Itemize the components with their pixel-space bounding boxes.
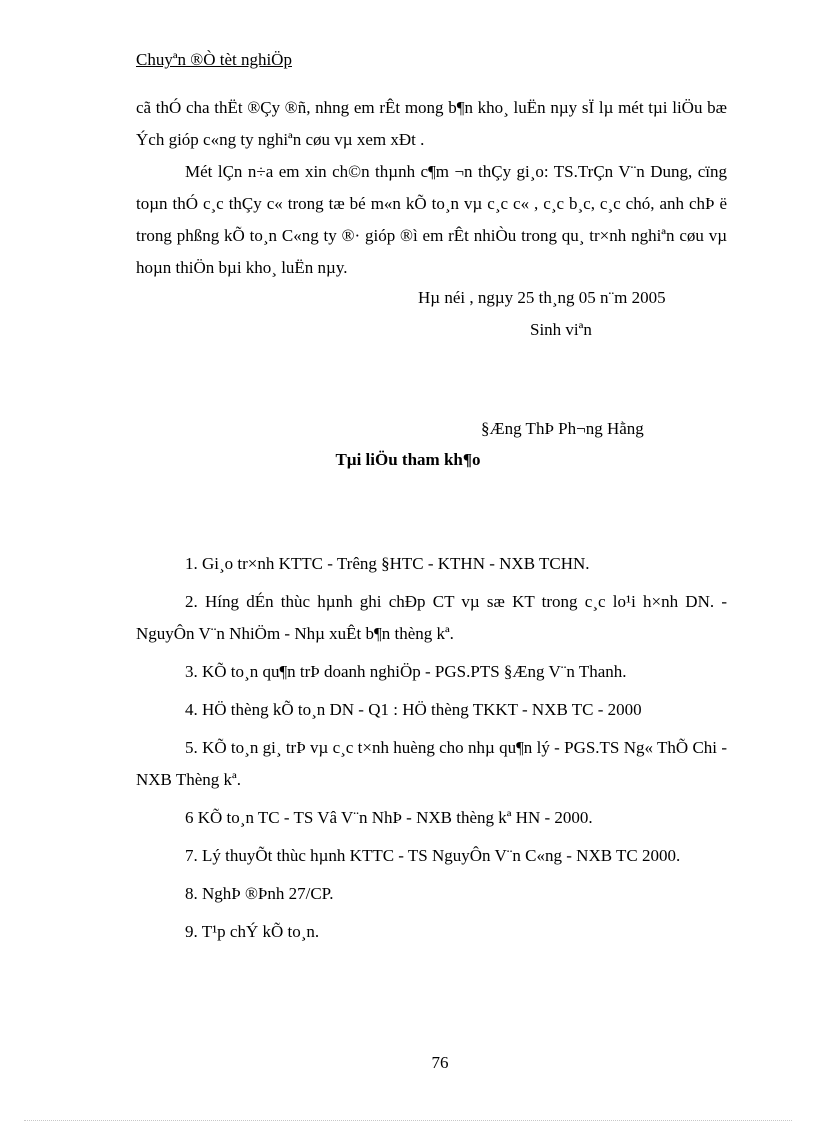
reference-item: 3. KÕ to¸n qu¶n trÞ doanh nghiÖp - PGS.PTS §Æng V¨n Thanh. — [185, 662, 627, 681]
reference-item: 2. Híng dÉn thùc hµnh ghi chÐp CT vµ sæ KT trong c¸c lo¹i h×nh DN. - NguyÔn V¨n NhiÖm - Nhµ xuÊt b¶n thèng kª. — [136, 592, 727, 643]
reference-item: 1. Gi¸o tr×nh KTTC - Trêng §HTC - KTHN - NXB TCHN. — [185, 554, 590, 573]
signature-role: Sinh viªn — [530, 320, 592, 339]
page-number: 76 — [431, 1053, 449, 1072]
references-title: Tµi liÖu tham kh¶o — [335, 450, 481, 469]
reference-item: 7. Lý thuyÕt thùc hµnh KTTC - TS NguyÔn V¨n C«ng - NXB TC 2000. — [185, 846, 681, 865]
reference-item: 9. T¹p chÝ kÕ to¸n. — [185, 922, 320, 941]
reference-item: 4. HÖ thèng kÕ to¸n DN - Q1 : HÖ thèng TKKT - NXB TC - 2000 — [185, 700, 642, 719]
reference-item: 6 KÕ to¸n TC - TS Vâ V¨n NhÞ - NXB thèng kª HN - 2000. — [185, 808, 593, 827]
footer-divider — [24, 1120, 792, 1121]
reference-item: 5. KÕ to¸n gi¸ trÞ vµ c¸c t×nh huèng cho nhµ qu¶n lý - PGS.TS Ng« ThÕ Chi - NXB Thèng kª. — [136, 738, 727, 789]
reference-item: 8. NghÞ ®Þnh 27/CP. — [185, 884, 334, 903]
closing-paragraph-1: cã thÓ cha thËt ®Çy ®ñ, nhng em rÊt mong b¶n kho¸ luËn nµy sÏ lµ mét tµi liÖu bæ Ých gióp c«ng ty nghiªn cøu vµ xem xÐt . — [136, 98, 727, 149]
signature-place-date: Hµ néi , ngµy 25 th¸ng 05 n¨m 2005 — [418, 288, 666, 307]
references-list — [136, 548, 727, 954]
running-header: Chuyªn ®Ò tèt nghiÖp — [136, 50, 292, 69]
closing-paragraph-2: Mét lÇn n÷a em xin ch©n thµnh c¶m ¬n thÇy gi¸o: TS.TrÇn V¨n Dung, cïng toµn thÓ c¸c thÇy c« trong tæ bé m«n kÕ to¸n vµ c¸c c« , c¸c b¸c, c¸c chó, anh chÞ ë trong phßng kÕ to¸n C«ng ty ®· gióp ®ì em rÊt nhiÒu trong qu¸ tr×nh nghiªn cøu vµ hoµn thiÖn bµi kho¸ luËn nµy. — [136, 162, 727, 277]
signature-name: §Æng ThÞ Ph¬ng Hằng — [481, 419, 644, 438]
